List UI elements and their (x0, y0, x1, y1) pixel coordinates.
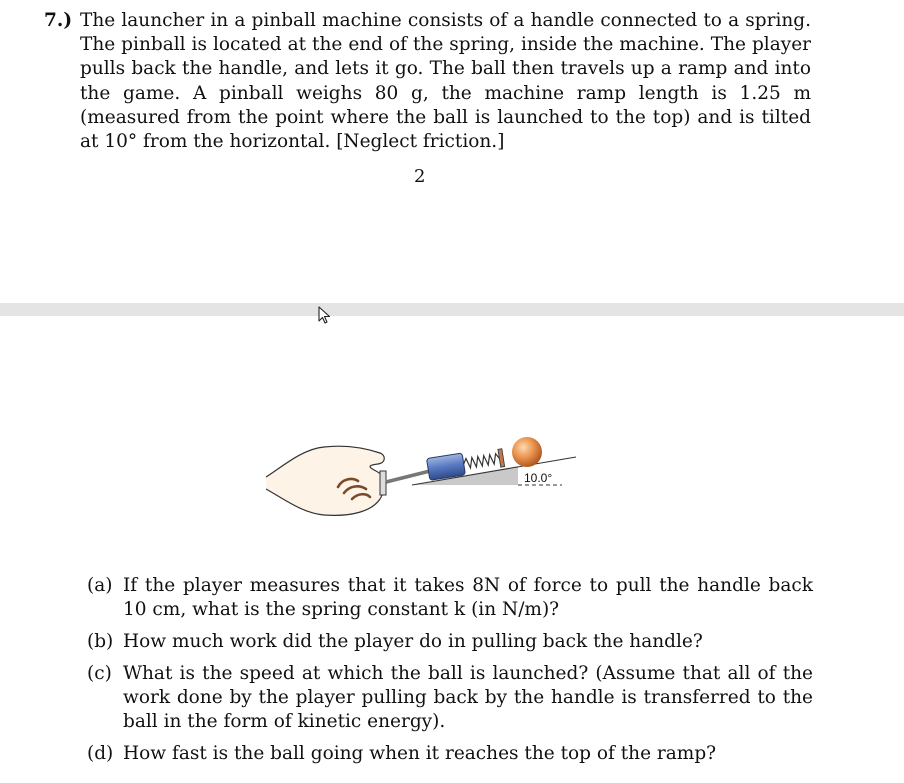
page-separator (0, 303, 904, 316)
problem-number: 7.) (44, 10, 73, 31)
question-label: (d) (87, 743, 114, 764)
launcher-handle (380, 471, 386, 495)
question-a (87, 574, 813, 622)
launcher-cylinder (426, 453, 465, 480)
launcher-rod (386, 471, 430, 482)
problem-text: The launcher in a pinball machine consists of a handle connected to a spring. The pinball is located at the end of the spring, inside the machine. The player pulls back the handle, and lets it go. The ball then travels up a ramp and into the game. A pinball weighs 80 g, the machine ramp length is 1.25 m (measured from the point where the ball is launched to the top) and is tilted at 10° from the horizontal. [Neglect friction.] (80, 10, 811, 153)
page-number: 2 (414, 166, 426, 187)
launcher-spring (463, 453, 500, 469)
question-list (87, 574, 813, 774)
question-text: How fast is the ball going when it reaches the top of the ramp? (123, 743, 717, 764)
pinball-launcher-figure (262, 433, 582, 523)
angle-label: 10.0° (524, 471, 553, 485)
question-text: What is the speed at which the ball is launched? (Assume that all of the work done by the player pulling back by the handle is transferred to the ball in the form of kinetic energy). (123, 663, 813, 732)
mouse-cursor-icon (318, 306, 332, 326)
question-label: (a) (87, 575, 113, 596)
question-d (87, 742, 813, 766)
question-b (87, 630, 813, 654)
question-c (87, 662, 813, 734)
question-text: If the player measures that it takes 8N of force to pull the handle back 10 cm, what is the spring constant k (in N/m)? (123, 575, 813, 620)
question-label: (c) (87, 663, 112, 684)
question-text: How much work did the player do in pulling back the handle? (123, 631, 703, 652)
pinball (512, 437, 542, 467)
question-label: (b) (87, 631, 114, 652)
hand-icon (266, 446, 385, 515)
